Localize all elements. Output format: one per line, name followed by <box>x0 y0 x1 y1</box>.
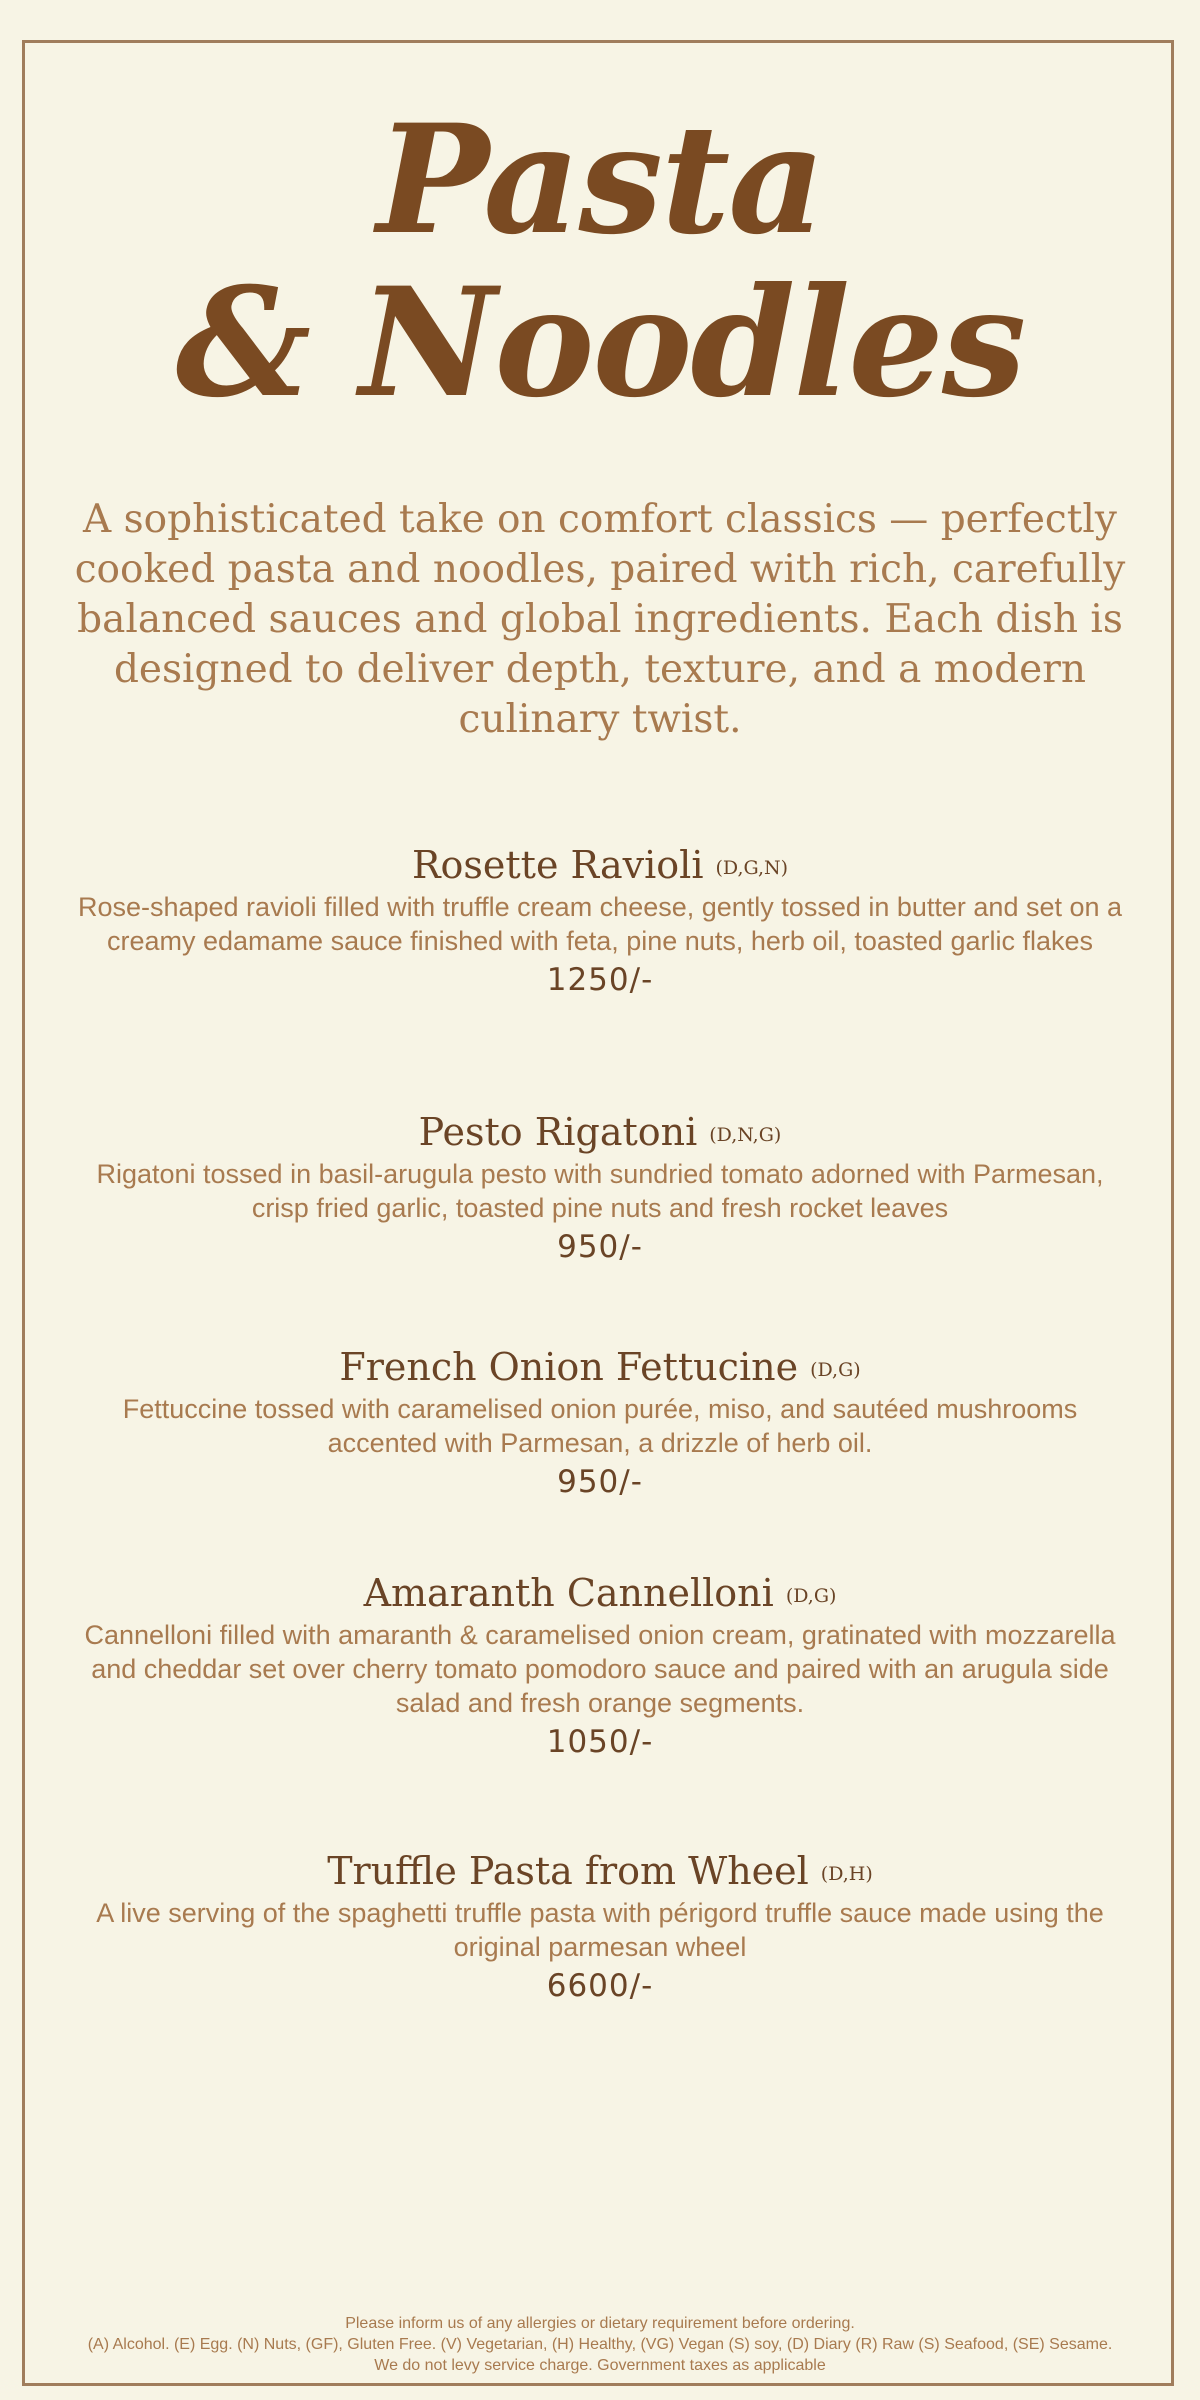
item-price: 6600/- <box>546 1968 654 2004</box>
item-tags: (D,G) <box>810 1359 861 1381</box>
footer-tax-note: We do not levy service charge. Government taxes as applicable <box>374 2357 826 2374</box>
footer-allergy-note: Please inform us of any allergies or dietary requirement before ordering. <box>345 2315 855 2332</box>
menu-item-amaranth-cannelloni <box>70 1568 1130 1764</box>
item-price: 950/- <box>557 1229 643 1265</box>
item-heading <box>70 1568 1130 1618</box>
item-heading <box>70 840 1130 890</box>
item-description: Cannelloni filled with amaranth & caramelised onion cream, gratinated with mozzarella and cheddar set over cherry tomato pomodoro sauce and paired with an arugula side salad and fresh orange segments. <box>84 1620 1116 1718</box>
item-description: Rose-shaped ravioli filled with truffle cream cheese, gently tossed in butter and set on a creamy edamame sauce finished with feta, pine nuts, herb oil, toasted garlic flakes <box>77 892 1123 956</box>
item-price: 1250/- <box>546 962 654 998</box>
item-name: Pesto Rigatoni <box>418 1110 698 1154</box>
item-heading <box>70 1107 1130 1157</box>
item-tags: (D,G,N) <box>715 857 789 879</box>
menu-item-french-onion-fettucine <box>70 1342 1130 1504</box>
item-description: A live serving of the spaghetti truffle pasta with périgord truffle sauce made using the original parmesan wheel <box>96 1898 1104 1962</box>
menu-item-rosette-ravioli <box>70 840 1130 1002</box>
menu-footer <box>40 2313 1160 2376</box>
item-price: 950/- <box>557 1464 643 1500</box>
item-name: Rosette Ravioli <box>411 843 704 887</box>
menu-intro: A sophisticated take on comfort classics — perfectly cooked pasta and noodles, paired with rich, carefully balanced sauces and global ingredients. Each dish is designed to deliver depth, texture, and a modern culinary twist. <box>74 497 1126 742</box>
item-description: Fettuccine tossed with caramelised onion purée, miso, and sautéed mushrooms accented with Parmesan, a drizzle of herb oil. <box>122 1394 1078 1458</box>
item-description: Rigatoni tossed in basil-arugula pesto with sundried tomato adorned with Parmesan, crisp fried garlic, toasted pine nuts and fresh rocket leaves <box>96 1159 1104 1223</box>
item-name: Amaranth Cannelloni <box>363 1571 774 1615</box>
item-name: French Onion Fettucine <box>339 1345 799 1389</box>
menu-item-truffle-pasta-from-wheel <box>70 1846 1130 2008</box>
item-tags: (D,H) <box>820 1863 873 1885</box>
item-price: 1050/- <box>546 1724 654 1760</box>
item-name: Truffle Pasta from Wheel <box>327 1849 809 1893</box>
item-tags: (D,G) <box>785 1585 837 1607</box>
footer-legend: (A) Alcohol. (E) Egg. (N) Nuts, (GF), Gluten Free. (V) Vegetarian, (H) Healthy, (VG) Vegan (S) soy, (D) Diary (R) Raw (S) Seafood, (SE) Sesame. <box>87 2336 1113 2353</box>
menu-title-line-2: & Noodles <box>175 255 1025 431</box>
menu-title-line-1: Pasta <box>376 92 824 268</box>
item-heading <box>70 1846 1130 1896</box>
menu-item-pesto-rigatoni <box>70 1107 1130 1269</box>
item-heading <box>70 1342 1130 1392</box>
item-tags: (D,N,G) <box>709 1124 782 1146</box>
